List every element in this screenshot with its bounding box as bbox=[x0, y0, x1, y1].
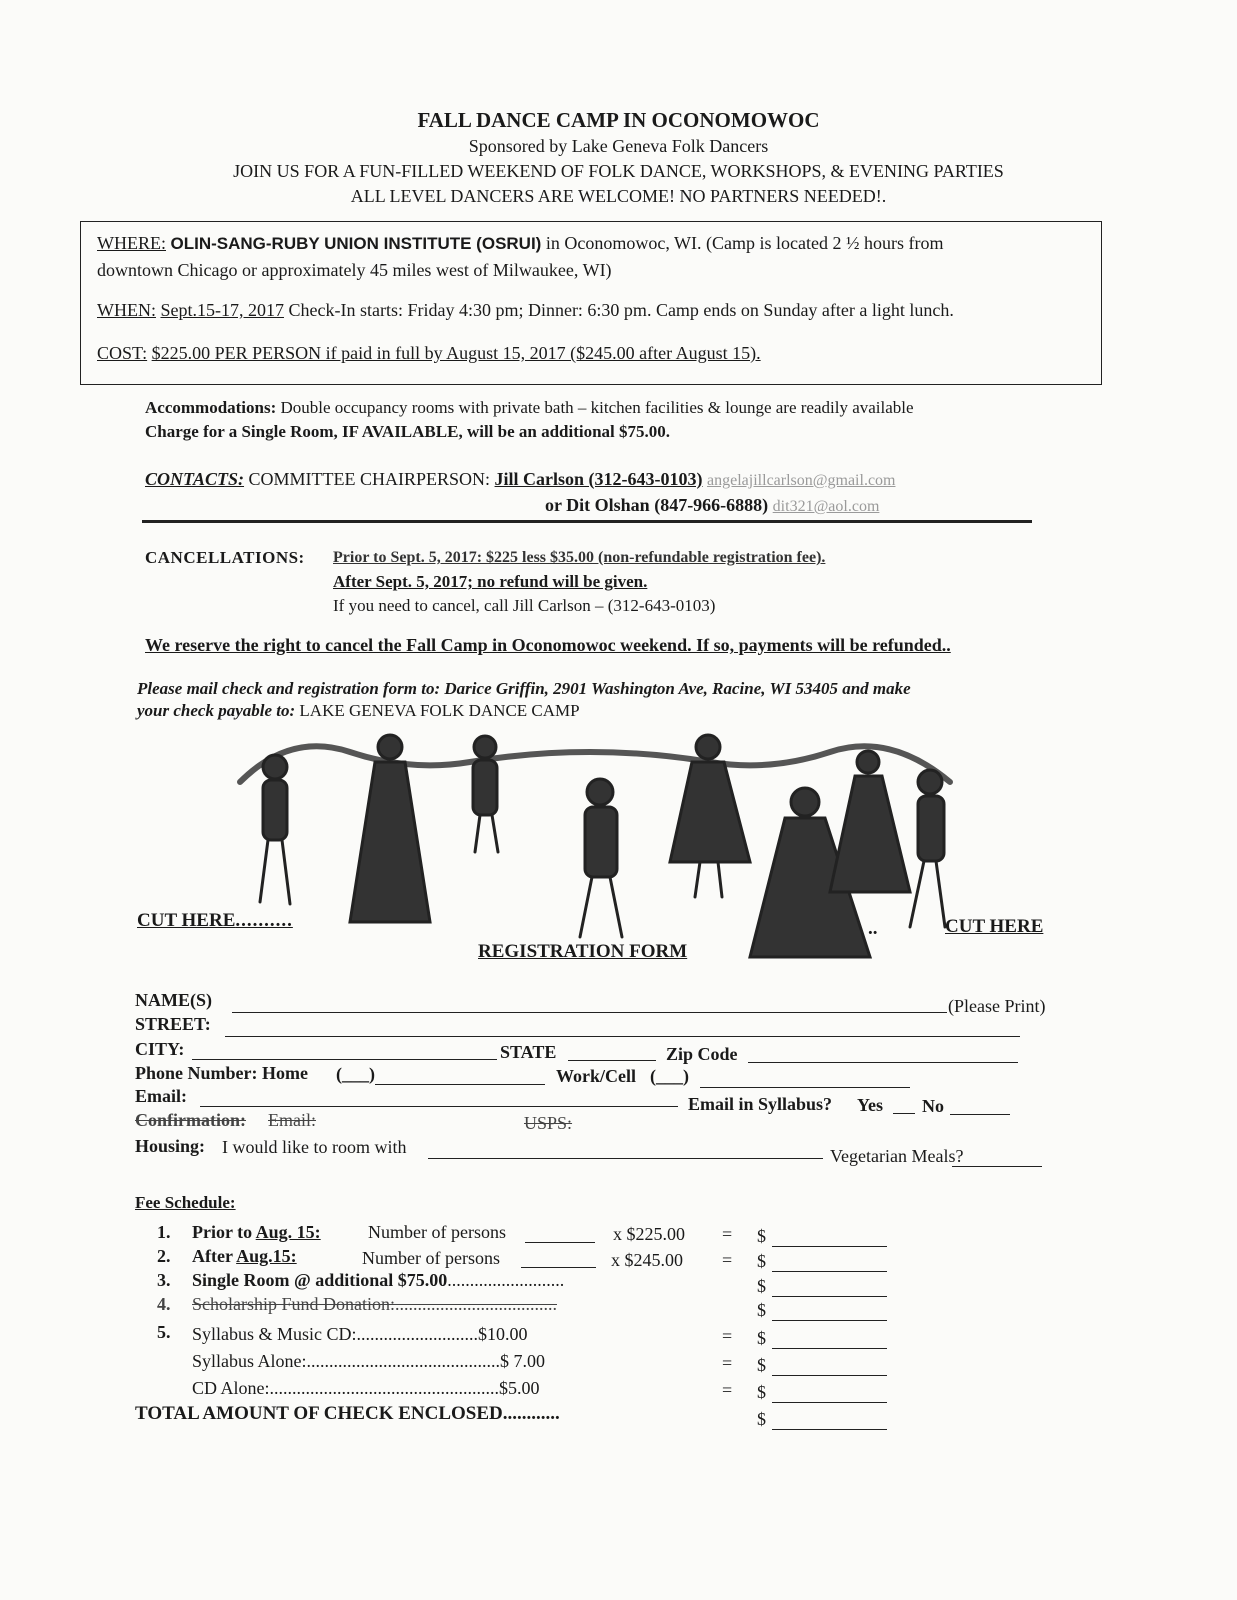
email-syllabus-label: Email in Syllabus? bbox=[688, 1094, 833, 1114]
cut-left-dots: .......... bbox=[235, 910, 293, 931]
fee-row-1-amount: x $225.00 bbox=[613, 1224, 685, 1244]
contacts-line bbox=[145, 469, 895, 490]
when-label: WHEN: bbox=[97, 300, 156, 320]
fee-row-4-num: 4. bbox=[157, 1294, 171, 1314]
city-field[interactable] bbox=[192, 1059, 497, 1060]
registration-form-title: REGISTRATION FORM bbox=[478, 941, 688, 962]
zip-field[interactable] bbox=[748, 1062, 1018, 1063]
fee-row-4-text: Scholarship Fund Donation: bbox=[192, 1294, 395, 1314]
fee-row-1-eq: = bbox=[722, 1224, 733, 1244]
fee-syllabus-dollar: $ bbox=[757, 1355, 766, 1375]
fee-row-1-label bbox=[192, 1222, 321, 1243]
fee-row-3-dots: .......................... bbox=[447, 1270, 565, 1290]
state-label: STATE bbox=[500, 1042, 557, 1062]
where-rest: in Oconomowoc, WI. (Camp is located 2 ½ hours from bbox=[541, 233, 944, 253]
cost-text: $225.00 PER PERSON if paid in full by August 15, 2017 ($245.00 after August 15). bbox=[151, 343, 761, 363]
fee-row-2-dollar: $ bbox=[757, 1251, 766, 1271]
contacts-role: COMMITTEE CHAIRPERSON: bbox=[244, 469, 495, 489]
total-dollar: $ bbox=[757, 1409, 766, 1429]
contact-1-email[interactable]: angelajillcarlson@gmail.com bbox=[707, 472, 896, 489]
fee-row-2-num: 2. bbox=[157, 1246, 171, 1266]
fee-cd-price: $5.00 bbox=[499, 1378, 540, 1398]
fee-row-2-amount: x $245.00 bbox=[611, 1250, 683, 1270]
fee-row-1-desc: Number of persons bbox=[368, 1222, 506, 1242]
fee-row-2-persons[interactable] bbox=[521, 1267, 596, 1268]
welcome-line: ALL LEVEL DANCERS ARE WELCOME! NO PARTNERS NEEDED!. bbox=[350, 186, 887, 206]
where-line-2: downtown Chicago or approximately 45 miles west of Milwaukee, WI) bbox=[97, 260, 612, 280]
sponsor-line: Sponsored by Lake Geneva Folk Dancers bbox=[468, 136, 769, 156]
cost-label: COST: bbox=[97, 343, 148, 363]
fee-syllabus-eq: = bbox=[722, 1353, 733, 1373]
cut-here-left bbox=[137, 910, 293, 932]
fee-row-2-prefix: After bbox=[192, 1246, 233, 1266]
fee-cd-label bbox=[192, 1378, 540, 1399]
fee-row-5-label bbox=[192, 1324, 528, 1345]
fee-row-1-date: Aug. 15: bbox=[255, 1222, 321, 1242]
vegetarian-field[interactable] bbox=[952, 1166, 1042, 1167]
phone-home-label: Phone Number: Home bbox=[135, 1063, 308, 1083]
fee-row-4-label bbox=[192, 1294, 557, 1315]
fee-syllabus-price: $ 7.00 bbox=[500, 1351, 546, 1371]
total-dots: ............ bbox=[502, 1403, 560, 1424]
fee-schedule-heading: Fee Schedule: bbox=[135, 1193, 236, 1212]
room-with-field[interactable] bbox=[428, 1158, 823, 1159]
accommodations-label: Accommodations: bbox=[145, 398, 277, 417]
fee-cd-dots: ................................................... bbox=[269, 1378, 500, 1398]
fee-row-2-total[interactable] bbox=[772, 1271, 887, 1272]
when-line bbox=[97, 300, 954, 321]
names-field[interactable] bbox=[232, 1012, 947, 1013]
fee-row-3-total[interactable] bbox=[772, 1296, 887, 1297]
city-label: CITY: bbox=[135, 1039, 185, 1059]
fee-row-2-date: Aug.15: bbox=[236, 1246, 297, 1266]
single-room-charge: Charge for a Single Room, IF AVAILABLE, will be an additional $75.00. bbox=[145, 422, 671, 441]
fee-row-1-num: 1. bbox=[157, 1222, 171, 1242]
fee-syllabus-dots: ........................................... bbox=[306, 1351, 501, 1371]
fee-row-1-prefix: Prior to bbox=[192, 1222, 253, 1242]
zip-label: Zip Code bbox=[666, 1044, 738, 1064]
phone-home-field[interactable] bbox=[375, 1084, 545, 1085]
contact-2-email[interactable]: dit321@aol.com bbox=[772, 498, 880, 515]
contact-1: Jill Carlson (312-643-0103) bbox=[494, 469, 703, 489]
fee-row-3-dollar: $ bbox=[757, 1276, 766, 1296]
confirmation-email: Email: bbox=[268, 1110, 316, 1130]
room-with-label: I would like to room with bbox=[222, 1137, 407, 1157]
housing-label: Housing: bbox=[135, 1136, 206, 1156]
accommodations-line bbox=[145, 398, 914, 418]
fee-row-5-price: $10.00 bbox=[478, 1324, 528, 1344]
fee-row-5-dots: ........................... bbox=[356, 1324, 479, 1344]
fee-syllabus-total[interactable] bbox=[772, 1375, 887, 1376]
folk-dancers-illustration bbox=[230, 722, 970, 962]
fee-row-5-eq: = bbox=[722, 1326, 733, 1346]
fee-cd-eq: = bbox=[722, 1380, 733, 1400]
fee-row-2-desc: Number of persons bbox=[362, 1248, 500, 1268]
cancellation-contact: If you need to cancel, call Jill Carlson – (312-643-0103) bbox=[333, 596, 716, 615]
mail-payable bbox=[137, 701, 580, 721]
cut-left-label: CUT HERE bbox=[137, 910, 236, 931]
fee-cd-dollar: $ bbox=[757, 1382, 766, 1402]
fee-syllabus-text: Syllabus Alone: bbox=[192, 1351, 307, 1371]
cut-right-dots: .. bbox=[868, 918, 878, 939]
when-dates: Sept.15-17, 2017 bbox=[160, 300, 284, 320]
fee-syllabus-label bbox=[192, 1351, 545, 1372]
accommodations-text: Double occupancy rooms with private bath – kitchen facilities & lounge are readily available bbox=[276, 398, 914, 417]
vegetarian-label: Vegetarian Meals? bbox=[830, 1146, 964, 1166]
reserve-right: We reserve the right to cancel the Fall Camp in Oconomowoc weekend. If so, payments will be refunded.. bbox=[145, 635, 951, 655]
fee-row-5-total[interactable] bbox=[772, 1348, 887, 1349]
email-label: Email: bbox=[135, 1086, 187, 1106]
email-field[interactable] bbox=[200, 1106, 678, 1107]
cancellations-label: CANCELLATIONS: bbox=[145, 548, 305, 567]
fee-row-5-num: 5. bbox=[157, 1322, 171, 1342]
work-cell-label: Work/Cell bbox=[556, 1066, 636, 1086]
total-amount-field[interactable] bbox=[772, 1429, 887, 1430]
tagline: JOIN US FOR A FUN-FILLED WEEKEND OF FOLK DANCE, WORKSHOPS, & EVENING PARTIES bbox=[233, 161, 1004, 181]
payable-prefix: your check payable to: bbox=[137, 701, 300, 720]
contacts-line-2 bbox=[545, 495, 879, 516]
fee-row-4-dots: .................................... bbox=[395, 1294, 557, 1314]
contacts-label: CONTACTS: bbox=[145, 469, 245, 489]
fee-row-1-total[interactable] bbox=[772, 1246, 887, 1247]
contact-2: Dit Olshan (847-966-6888) bbox=[566, 495, 769, 515]
where-label: WHERE: bbox=[97, 233, 166, 253]
page-title: FALL DANCE CAMP IN OCONOMOWOC bbox=[417, 108, 820, 132]
mail-instructions: Please mail check and registration form to: Darice Griffin, 2901 Washington Ave, Racine, WI 53405 and make bbox=[137, 679, 911, 698]
work-cell-paren: (___) bbox=[650, 1066, 689, 1086]
fee-row-1-dollar: $ bbox=[757, 1226, 766, 1246]
cancellation-policy-2: After Sept. 5, 2017; no refund will be given. bbox=[333, 572, 648, 591]
fee-cd-text: CD Alone: bbox=[192, 1378, 270, 1398]
contacts-divider bbox=[142, 520, 1032, 523]
street-field[interactable] bbox=[225, 1036, 1020, 1037]
contacts-or: or bbox=[545, 495, 567, 515]
work-cell-field[interactable] bbox=[700, 1087, 910, 1088]
phone-home-paren: (___) bbox=[336, 1064, 375, 1084]
when-rest: Check-In starts: Friday 4:30 pm; Dinner: 6:30 pm. Camp ends on Sunday after a light lunch. bbox=[283, 300, 954, 320]
total-label bbox=[135, 1403, 560, 1425]
fee-row-2-label bbox=[192, 1246, 297, 1267]
fee-row-2-eq: = bbox=[722, 1250, 733, 1270]
confirmation-label: Confirmation: bbox=[135, 1110, 246, 1130]
cost-line bbox=[97, 343, 761, 364]
confirmation-usps: USPS: bbox=[524, 1113, 573, 1133]
no-label: No bbox=[922, 1096, 944, 1116]
payee: LAKE GENEVA FOLK DANCE CAMP bbox=[299, 701, 580, 720]
state-field[interactable] bbox=[568, 1060, 656, 1061]
where-line bbox=[97, 233, 943, 254]
cut-here-right: CUT HERE bbox=[945, 916, 1044, 937]
yes-field[interactable] bbox=[893, 1113, 915, 1114]
fee-row-5-text: Syllabus & Music CD: bbox=[192, 1324, 357, 1344]
no-field[interactable] bbox=[950, 1114, 1010, 1115]
fee-row-4-dollar: $ bbox=[757, 1300, 766, 1320]
cancellation-policy-1: Prior to Sept. 5, 2017: $225 less $35.00 (non-refundable registration fee). bbox=[333, 549, 826, 566]
where-place: OLIN-SANG-RUBY UNION INSTITUTE (OSRUI) bbox=[170, 234, 542, 253]
fee-row-3-num: 3. bbox=[157, 1270, 171, 1290]
fee-cd-total[interactable] bbox=[772, 1402, 887, 1403]
fee-row-3-text: Single Room @ additional $75.00 bbox=[192, 1270, 448, 1290]
please-print: (Please Print) bbox=[948, 996, 1046, 1016]
yes-label: Yes bbox=[857, 1095, 883, 1115]
fee-row-3-label bbox=[192, 1270, 564, 1291]
fee-row-5-dollar: $ bbox=[757, 1328, 766, 1348]
fee-row-4-total[interactable] bbox=[772, 1320, 887, 1321]
fee-row-1-persons[interactable] bbox=[525, 1242, 595, 1243]
total-text: TOTAL AMOUNT OF CHECK ENCLOSED bbox=[135, 1403, 503, 1424]
street-label: STREET: bbox=[135, 1014, 211, 1034]
names-label: NAME(S) bbox=[135, 990, 212, 1010]
